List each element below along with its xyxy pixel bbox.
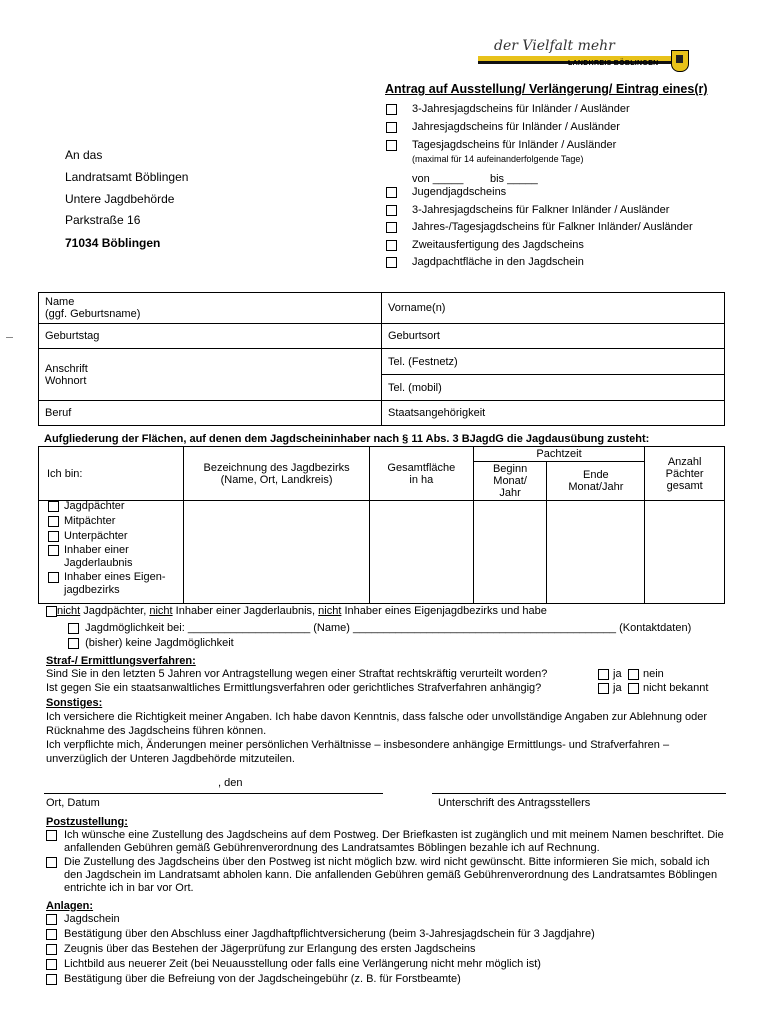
- jagdmoeglichkeit-row[interactable]: [68, 622, 691, 634]
- beruf-label: Beruf: [45, 407, 72, 419]
- straf-question-2: Ist gegen Sie ein staatsanwaltliches Ermittlungsverfahren oder gerichtliches Strafverfahren anhängig?: [46, 682, 542, 694]
- option-checkbox[interactable]: [386, 104, 397, 115]
- post-checkbox-1[interactable]: [46, 830, 57, 841]
- tel-festnetz-cell[interactable]: [382, 349, 725, 375]
- nicht-word-1: nicht: [57, 605, 81, 617]
- keine-jagdmoeglichkeit-checkbox[interactable]: [68, 638, 79, 649]
- geburtsort-cell[interactable]: [382, 324, 725, 349]
- ende-input[interactable]: [547, 501, 645, 604]
- tel-mobil-cell[interactable]: [382, 375, 725, 401]
- role-checkbox[interactable]: [48, 501, 59, 512]
- anlage-checkbox[interactable]: [46, 944, 57, 955]
- beginn-input[interactable]: [473, 501, 547, 604]
- ja-checkbox[interactable]: [598, 669, 609, 680]
- ende-header: [547, 462, 645, 501]
- anlage-checkbox[interactable]: [46, 914, 57, 925]
- anlage-checkbox[interactable]: [46, 974, 57, 985]
- straf-q2-nicht-bekannt[interactable]: nicht bekannt: [628, 682, 708, 694]
- anschrift-cell[interactable]: [39, 349, 382, 401]
- role-checkbox[interactable]: [48, 545, 59, 556]
- address-line-4: Parkstraße 16: [65, 213, 141, 227]
- nicht-statement[interactable]: [46, 605, 547, 617]
- coat-of-arms-icon: [671, 50, 689, 72]
- wohnort-label: Wohnort: [45, 374, 87, 387]
- bezeichnung-sub-label: (Name, Ort, Landkreis): [220, 473, 333, 486]
- gesamtflaeche-header: [369, 447, 473, 501]
- straf-question-1: Sind Sie in den letzten 5 Jahren vor Antragstellung wegen einer Straftat rechtskräftig verurteilt worden?: [46, 668, 548, 680]
- anzahl-label-3: gesamt: [666, 479, 703, 492]
- option-checkbox[interactable]: [386, 205, 397, 216]
- option-checkbox[interactable]: [386, 257, 397, 268]
- nicht-word-3: nicht: [318, 605, 342, 617]
- anlage-checkbox[interactable]: [46, 929, 57, 940]
- beginn-label-3: Jahr: [499, 487, 521, 499]
- pachtzeit-header: [473, 447, 644, 462]
- tel-festnetz-label: Tel. (Festnetz): [388, 355, 458, 368]
- nein-checkbox[interactable]: [628, 669, 639, 680]
- post-heading: Postzustellung:: [46, 816, 128, 828]
- anlage-checkbox[interactable]: [46, 959, 57, 970]
- personal-data-table: [38, 292, 725, 426]
- option-checkbox[interactable]: [386, 240, 397, 251]
- anschrift-label: Anschrift: [45, 362, 88, 375]
- role-checkbox[interactable]: [48, 516, 59, 527]
- beruf-cell[interactable]: [39, 401, 382, 426]
- gesamtflaeche-input[interactable]: [369, 501, 473, 604]
- geburtsort-label: Geburtsort: [388, 330, 440, 342]
- bezeichnung-header: [184, 447, 370, 501]
- den-label: , den: [218, 777, 243, 789]
- straf-q1-nein[interactable]: nein: [628, 668, 664, 680]
- option-checkbox[interactable]: [386, 222, 397, 233]
- tel-mobil-label: Tel. (mobil): [388, 381, 442, 394]
- keine-jagdmoeglichkeit-row[interactable]: [68, 637, 234, 649]
- address-line-5: 71034 Böblingen: [65, 236, 161, 250]
- address-line-3: Untere Jagdbehörde: [65, 192, 175, 206]
- option-checkbox[interactable]: [386, 122, 397, 133]
- anzahl-label-2: Pächter: [665, 467, 704, 480]
- keine-jagdmoeglichkeit-text: (bisher) keine Jagdmöglichkeit: [85, 637, 234, 649]
- vorname-cell[interactable]: [382, 293, 725, 324]
- ich-bin-label: Ich bin:: [47, 467, 83, 480]
- beginn-label-2: Monat/: [493, 475, 527, 487]
- name-sub-label: (ggf. Geburtsname): [45, 308, 141, 320]
- sonstiges-paragraph-2: Ich verpflichte mich, Änderungen meiner persönlichen Verhältnisse – insbesondere anhängige Ermittlungs- und Strafverfahren – unverzüglich der Unteren Jagdbehörde mitzuteilen.: [46, 739, 670, 765]
- fold-mark: [6, 337, 13, 338]
- ort-datum-label: Ort, Datum: [46, 797, 100, 809]
- beginn-label: Beginn: [492, 463, 528, 475]
- straf-q1-ja[interactable]: ja: [598, 668, 622, 680]
- address-line-1: An das: [65, 148, 103, 162]
- post-checkbox-2[interactable]: [46, 857, 57, 868]
- bezeichnung-input[interactable]: [184, 501, 370, 604]
- nicht-text-3: Inhaber eines Eigenjagdbezirks und habe: [341, 605, 547, 617]
- logo-slogan: der Vielfalt mehr: [494, 38, 615, 54]
- beginn-header: [473, 462, 547, 501]
- role-checkbox[interactable]: [48, 531, 59, 542]
- name-label: Name: [45, 296, 75, 308]
- tages-note: (maximal für 14 aufeinanderfolgende Tage): [412, 154, 584, 164]
- tages-von[interactable]: von _____: [412, 173, 464, 185]
- staat-label: Staatsangehörigkeit: [388, 407, 486, 419]
- nicht-text-2: Inhaber einer Jagderlaubnis,: [172, 605, 319, 617]
- nicht-bekannt-checkbox[interactable]: [628, 683, 639, 694]
- role-checkbox[interactable]: [48, 572, 59, 583]
- ort-datum-line[interactable]: [44, 793, 383, 794]
- option-checkbox[interactable]: [386, 140, 397, 151]
- geburtstag-cell[interactable]: [39, 324, 382, 349]
- bezeichnung-label: Bezeichnung des Jagdbezirks: [203, 461, 350, 474]
- anlagen-heading: Anlagen:: [46, 900, 94, 912]
- gesamtflaeche-label: Gesamtfläche: [387, 461, 456, 474]
- anzahl-label: Anzahl: [667, 455, 702, 468]
- nicht-word-2: nicht: [149, 605, 173, 617]
- vorname-label: Vorname(n): [388, 302, 446, 314]
- ende-label: Ende: [582, 469, 609, 481]
- straf-heading: Straf-/ Ermittlungsverfahren:: [46, 655, 196, 667]
- pachtzeit-label: Pachtzeit: [536, 448, 582, 460]
- geburtstag-label: Geburtstag: [45, 330, 100, 342]
- anzahl-input[interactable]: [645, 501, 725, 604]
- form-title: Antrag auf Ausstellung/ Verlängerung/ Eintrag eines(r): [385, 82, 708, 96]
- nicht-text-1: Jagdpächter,: [80, 605, 150, 617]
- jagdmoeglichkeit-checkbox[interactable]: [68, 623, 79, 634]
- ich-bin-header: [39, 447, 184, 501]
- nicht-checkbox[interactable]: [46, 606, 57, 617]
- anzahl-header: [645, 447, 725, 501]
- option-checkbox[interactable]: [386, 187, 397, 198]
- logo-name: LANDKREIS BÖBLINGEN: [568, 60, 659, 67]
- ja-checkbox[interactable]: [598, 683, 609, 694]
- straf-q2-ja[interactable]: ja: [598, 682, 622, 694]
- gesamtflaeche-unit: in ha: [409, 473, 434, 486]
- ende-label-2: Monat/Jahr: [568, 481, 624, 493]
- tages-bis[interactable]: bis _____: [490, 173, 538, 185]
- sonstiges-paragraph-1: Ich versichere die Richtigkeit meiner Angaben. Ich habe davon Kenntnis, dass falsche oder unvollständige Angaben zur Ablehnung oder Rücknahme des Jagdscheins führen können.: [46, 711, 708, 737]
- sonstiges-heading: Sonstiges:: [46, 697, 103, 709]
- landkreis-logo: [478, 38, 688, 78]
- staat-cell[interactable]: [382, 401, 725, 426]
- address-line-2: Landratsamt Böblingen: [65, 170, 189, 184]
- name-cell[interactable]: [39, 293, 382, 324]
- unterschrift-label: Unterschrift des Antragsstellers: [438, 797, 591, 809]
- unterschrift-line[interactable]: [432, 793, 726, 794]
- jagdmoeglichkeit-text: Jagdmöglichkeit bei: ____________________ (Name) ___________________________________________ (Kontaktdaten): [85, 622, 692, 634]
- areas-title: Aufgliederung der Flächen, auf denen dem Jagdscheininhaber nach § 11 Abs. 3 BJagdG die Jagdausübung zusteht:: [44, 433, 650, 445]
